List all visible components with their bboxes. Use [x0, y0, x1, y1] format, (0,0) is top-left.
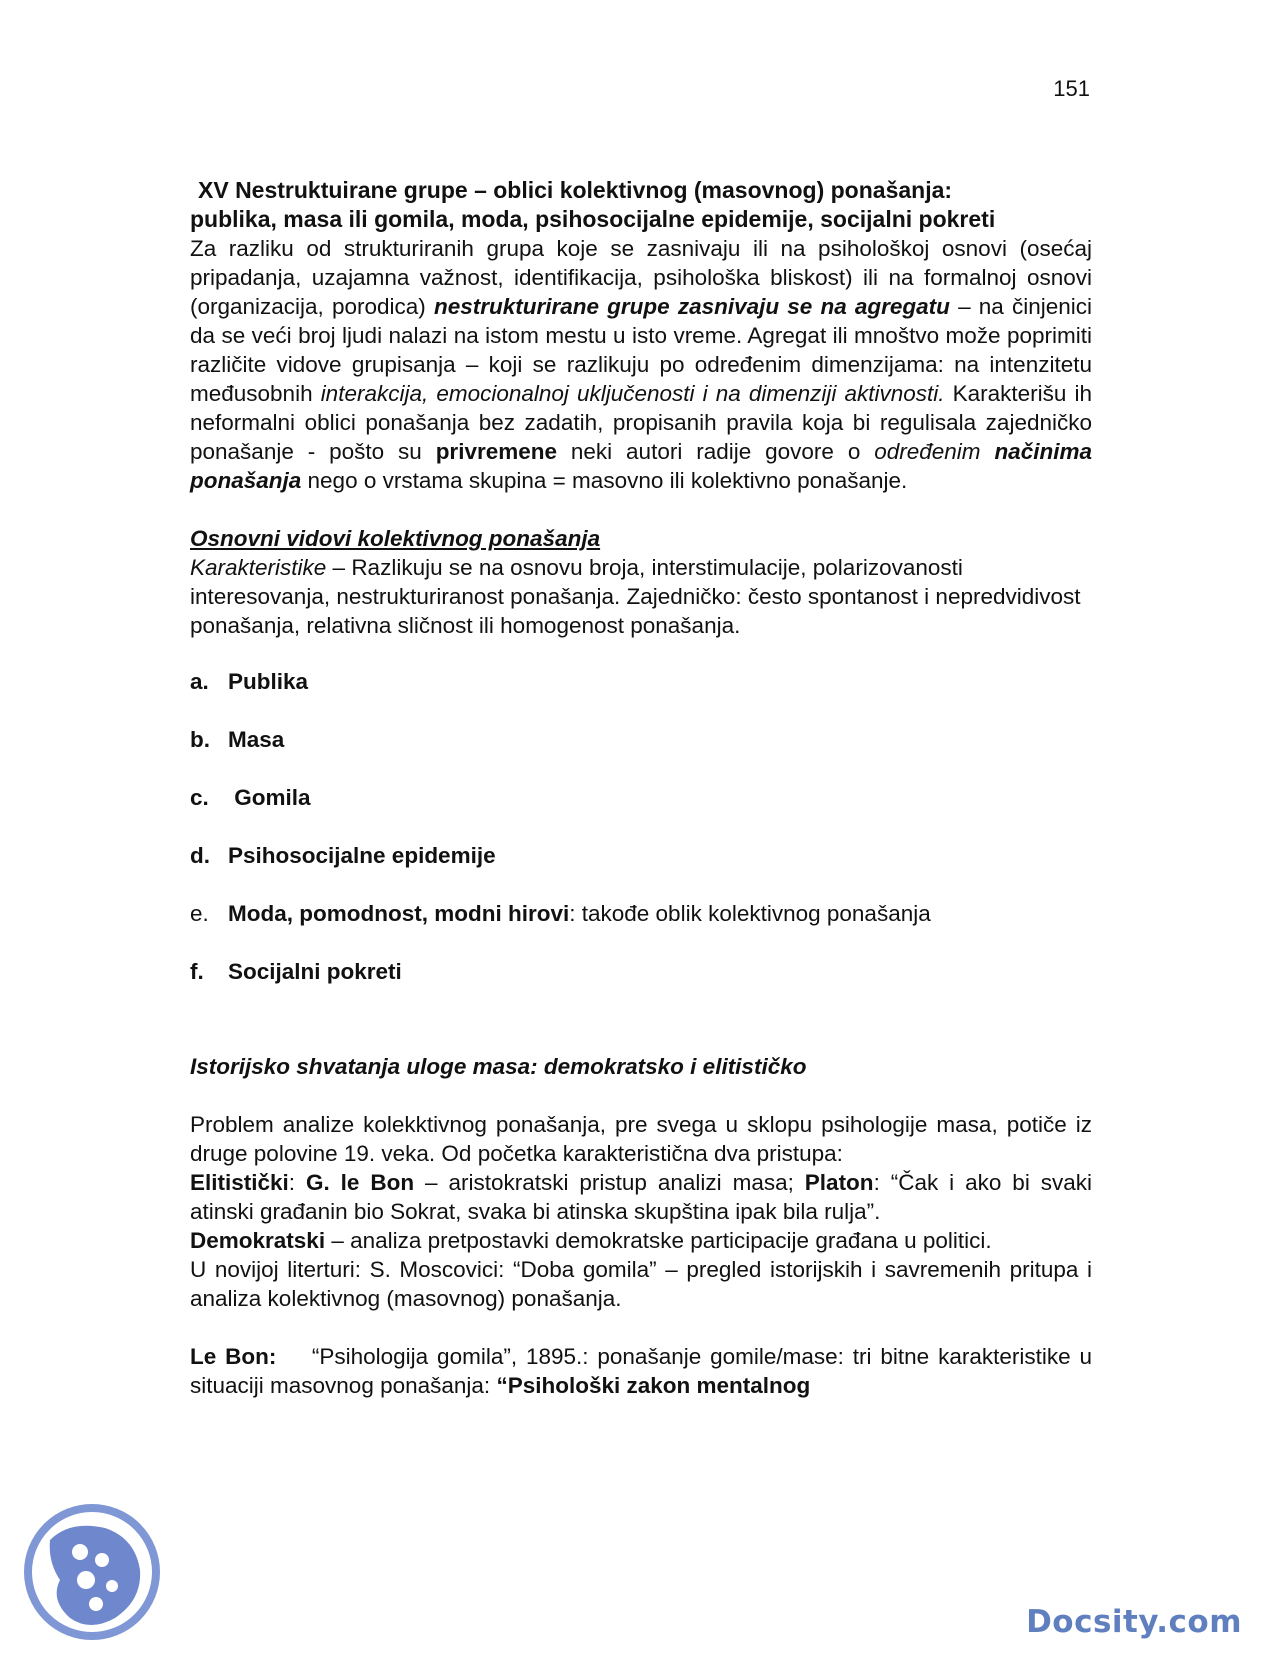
platon-quote: : “Čak i ako bi svaki atinski građanin bio Sokrat, svaka bi atinska skupština ipak bila rulja”.	[190, 1170, 1093, 1224]
history-text: Problem analize kolekktivnog ponašanja, pre svega u sklopu psihologije masa, potiče iz druge polovine 19. veka. Od početka karakteristična dva pristupa:	[190, 1112, 1092, 1166]
intro-text-3: Karakterišu ih neformalni oblici ponašanja bez zadatih, propisanih pravila koja bi regulisala zajedničko ponašanje - pošto su	[190, 381, 1093, 464]
intro-text-2: – na činjenici da se veći broj ljudi nalazi na istom mestu u isto vreme. Agregat ili mnoštvo može poprimiti različite vidove grupisanja – koji se razlikuju po određenim dimenzijama: na intenzitetu međusobnih	[190, 294, 1092, 406]
democratic-text: – analiza pretpostavki demokratske participacije građana u politici.	[325, 1228, 992, 1253]
platon-name: Platon	[804, 1170, 874, 1195]
list-item-text: Socijalni pokreti	[228, 959, 402, 984]
chapter-title-line-2: publika, masa ili gomila, moda, psihosocijalne epidemije, socijalni pokreti	[190, 206, 996, 232]
intro-text-5: nego o vrstama skupina = masovno ili kolektivno ponašanje.	[301, 468, 908, 493]
list-item-label: b.	[190, 727, 210, 752]
lebon-paragraph	[190, 1342, 1092, 1400]
section-heading: Osnovni vidovi kolektivnog ponašanja	[190, 526, 601, 551]
elitist-label: Elitistički	[190, 1170, 289, 1195]
list-item-label: f.	[190, 959, 204, 984]
lebon-name: G. le Bon	[305, 1170, 415, 1195]
chapter-title	[190, 176, 1092, 234]
history-heading: Istorijsko shvatanja uloge masa: demokratsko i elitističko	[190, 1054, 807, 1079]
lebon-bold-quote: “Psihološki zakon mentalnog	[496, 1373, 811, 1398]
section-paragraph	[190, 553, 1092, 640]
elitist-text: – aristokratski pristup analizi masa;	[414, 1170, 805, 1195]
intro-paragraph	[190, 234, 1092, 495]
list-item-text: Masa	[228, 727, 285, 752]
intro-italic-dimensions: interakcija, emocionalnoj uključenosti i na dimenziji aktivnosti.	[320, 381, 945, 406]
forms-list	[190, 667, 1092, 986]
lebon-label: Le Bon:	[190, 1344, 277, 1369]
intro-bold-temporary: privremene	[435, 439, 557, 464]
newer-literature-text: U novijoj literturi: S. Moscovici: “Doba gomila” – pregled istorijskih i savremenih pritupa i analiza kolektivnog (masovnog) ponašanja.	[190, 1257, 1092, 1311]
intro-emphasis-ways: načinima ponašanja	[190, 439, 1092, 493]
list-item	[190, 899, 1092, 928]
page-number: 151	[1053, 76, 1090, 101]
docsity-brand: Docsity.com	[1026, 1604, 1242, 1640]
intro-text-1: Za razliku od strukturiranih grupa koje se zasnivaju ili na psihološkoj osnovi (osećaj pripadanja, uzajamna važnost, identifikacija, psihološka bliskost) ili na formalnoj osnovi (organizacija, porodica)	[190, 236, 1092, 319]
democratic-label: Demokratski	[190, 1228, 326, 1253]
list-item-label: a.	[190, 669, 209, 694]
intro-italic-certain: određenim	[874, 439, 981, 464]
list-item	[190, 957, 1092, 986]
chapter-title-line-1: XV Nestruktuirane grupe – oblici kolektivnog (masovnog) ponašanja:	[198, 177, 953, 203]
list-item	[190, 725, 1092, 754]
elitist-separator: :	[288, 1170, 306, 1195]
list-item-label: d.	[190, 843, 210, 868]
section-text: – Razlikuju se na osnovu broja, interstimulacije, polarizovanosti interesovanja, nestrukturiranost ponašanja. Zajedničko: često spontanost i nepredvidivost ponašanja, relativna sličnost ili homogenost ponašanja.	[190, 555, 1081, 638]
lebon-text: “Psihologija gomila”, 1895.: ponašanje gomile/mase: tri bitne karakteristike u situaciji masovnog ponašanja:	[190, 1344, 1092, 1398]
document-body	[190, 176, 1092, 1400]
list-item-label: c.	[190, 785, 209, 810]
list-item-text: Moda, pomodnost, modni hirovi	[228, 901, 570, 926]
list-item-text: Publika	[228, 669, 309, 694]
list-item	[190, 783, 1092, 812]
intro-emphasis-aggregate: nestrukturirane grupe zasnivaju se na agregatu	[433, 294, 950, 319]
list-item	[190, 667, 1092, 696]
history-paragraph	[190, 1110, 1092, 1313]
intro-text-4: neki autori radije govore o	[557, 439, 875, 464]
list-item	[190, 841, 1092, 870]
list-item-text: Psihosocijalne epidemije	[228, 843, 496, 868]
list-item-extra: : takođe oblik kolektivnog ponašanja	[569, 901, 931, 926]
section-label: Karakteristike	[190, 555, 327, 580]
list-item-text: Gomila	[228, 785, 311, 810]
list-item-label: e.	[190, 901, 209, 926]
docsity-logo-icon	[20, 1500, 165, 1645]
